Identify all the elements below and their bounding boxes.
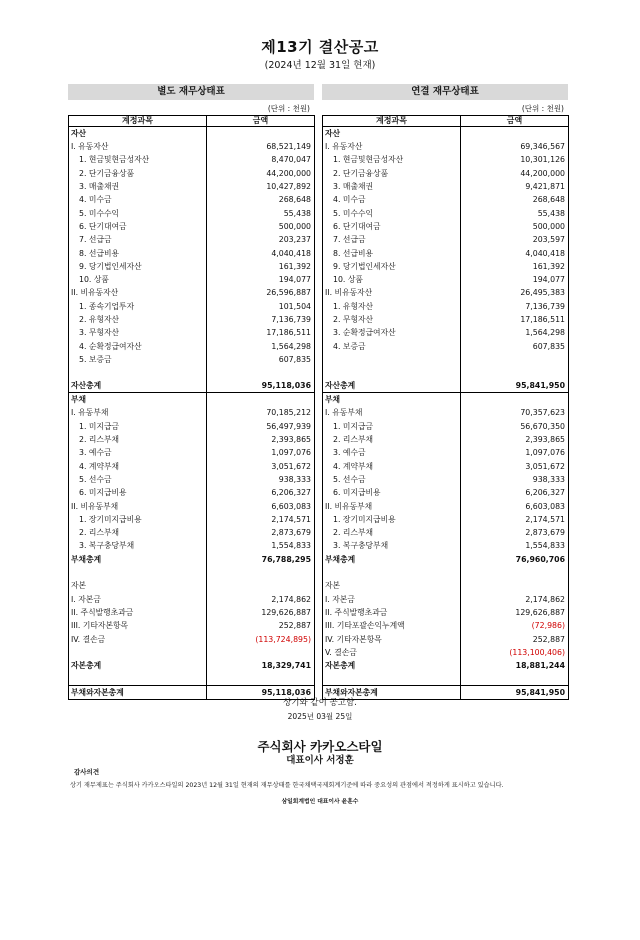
amount-value: 44,200,000 [207,167,315,180]
amount-value: 129,626,887 [207,606,315,619]
amount-value: 2,873,679 [461,526,569,539]
account-label: 5. 미수수익 [79,208,120,218]
amount-value: 252,887 [207,619,315,632]
amount-value: 68,521,149 [207,140,315,153]
account-label [69,566,207,579]
table-row [323,140,569,153]
amount-value [207,579,315,592]
account-label: 1. 현금및현금성자산 [333,155,404,165]
table-row [69,300,315,313]
account-label [323,366,461,379]
table-row [323,539,569,552]
consolidated-balance-sheet [322,84,568,700]
audit-opinion-label: 감사의견 [74,768,100,776]
account-label: 부채총계 [71,554,102,564]
amount-value: 500,000 [461,220,569,233]
amount-value: 55,438 [207,206,315,219]
table-row [69,140,315,153]
amount-value: 26,596,887 [207,286,315,299]
amount-value: 6,603,083 [207,499,315,512]
account-label: 2. 리스부채 [79,435,120,445]
table-row [323,433,569,446]
account-label: 자본 [325,581,341,591]
account-label: 6. 단기대여금 [79,221,127,231]
table-row [323,353,569,366]
account-label: 3. 순확정급여자산 [333,328,396,338]
amount-value: 56,670,350 [461,420,569,433]
account-label: 10. 상품 [333,275,363,285]
column-header-amount: 금액 [207,116,315,127]
amount-value: 194,077 [207,273,315,286]
account-label: IV. 기타자본항목 [325,634,382,644]
amount-value: 2,174,571 [207,513,315,526]
table-row [69,460,315,473]
column-header-item: 계정과목 [323,116,461,127]
account-label: 자산 [71,129,87,138]
account-label: 7. 선급금 [333,235,366,245]
table-row [323,473,569,486]
amount-value: 10,427,892 [207,180,315,193]
amount-value: 17,186,511 [461,313,569,326]
account-label: 자산총계 [71,381,102,391]
table-row [323,167,569,180]
amount-value: 8,470,047 [207,153,315,166]
account-label: 부채총계 [325,554,356,564]
table-row [323,446,569,459]
amount-value: 1,097,076 [207,446,315,459]
account-label: 자본 [71,581,87,591]
account-label: 자산 [325,129,341,138]
table-row [323,579,569,592]
table-row [323,526,569,539]
table-row [323,460,569,473]
account-label: II. 주식발행초과금 [325,607,388,617]
amount-value: 6,603,083 [461,499,569,512]
column-header-amount: 금액 [461,116,569,127]
account-label: III. 기타포괄손익누계액 [325,621,405,631]
table-row [323,646,569,659]
account-label: II. 비유동자산 [325,288,373,298]
table-row [323,379,569,393]
amount-value [207,366,315,379]
table-row [69,353,315,366]
table-row [323,632,569,645]
amount-value: 268,648 [461,193,569,206]
table-row [69,286,315,299]
page-title: 제13기 결산공고 [261,38,379,56]
account-label: 자산총계 [325,381,356,391]
account-label: 8. 선급비용 [333,248,374,258]
auditor-name: 삼일회계법인 대표이사 윤훈수 [281,799,359,805]
account-label: 4. 보증금 [333,341,366,351]
amount-value: 56,497,939 [207,420,315,433]
table-row [69,153,315,166]
amount-value: 1,564,298 [207,339,315,352]
account-label: I. 유동자산 [325,142,363,152]
account-label: 1. 현금및현금성자산 [79,155,150,165]
table-row [69,420,315,433]
table-row [323,553,569,566]
table-row [69,606,315,619]
account-label: 5. 선수금 [79,474,112,484]
table-row [323,406,569,419]
amount-value: 6,206,327 [461,486,569,499]
account-label: 3. 무형자산 [79,328,120,338]
amount-value [461,393,569,407]
account-label: 1. 장기미지급비용 [79,514,142,524]
amount-value: 9,421,871 [461,180,569,193]
amount-value: 268,648 [207,193,315,206]
account-label: V. 결손금 [325,647,357,657]
table-row [323,127,569,141]
table-row [69,406,315,419]
account-label: I. 유동자산 [71,142,109,152]
account-label: 2. 단기금융상품 [333,168,389,178]
amount-value: (113,724,895) [207,632,315,645]
account-label: 4. 계약부채 [79,461,120,471]
account-label: 10. 상품 [79,275,109,285]
account-label: II. 비유동부채 [325,501,373,511]
account-label: 2. 유형자산 [79,315,120,324]
table-row [69,672,315,685]
amount-value: 161,392 [461,260,569,273]
amount-value: 70,185,212 [207,406,315,419]
amount-value: 3,051,672 [207,460,315,473]
table-row [69,260,315,273]
account-label: 부채 [323,393,461,407]
table-row [69,513,315,526]
account-label: 3. 매출채권 [333,182,374,192]
amount-value: 938,333 [207,473,315,486]
amount-value: 76,960,706 [461,553,569,566]
amount-value [207,393,315,407]
amount-value: 252,887 [461,632,569,645]
account-label: 부채 [69,393,207,407]
amount-value: 161,392 [207,260,315,273]
amount-value: (72,986) [461,619,569,632]
account-label: 5. 보증금 [79,354,112,364]
table-row [323,300,569,313]
amount-value: 44,200,000 [461,167,569,180]
amount-value: 17,186,511 [207,326,315,339]
amount-value: (113,100,406) [461,646,569,659]
amount-value: 1,554,833 [207,539,315,552]
table-row [323,339,569,352]
amount-value: 95,841,950 [461,686,569,700]
table-row [323,672,569,685]
amount-value [461,366,569,379]
table-row [323,153,569,166]
table-row [323,246,569,259]
amount-value: 70,357,623 [461,406,569,419]
account-label: 3. 예수금 [79,448,112,458]
table-row [69,180,315,193]
amount-value [461,672,569,685]
account-label: 4. 계약부채 [333,461,374,471]
table-row [69,579,315,592]
table-row [323,393,569,407]
account-label [323,353,461,366]
account-label: 6. 미지급비용 [333,488,381,498]
balance-table [322,115,569,700]
table-row [69,379,315,393]
account-label [323,672,461,685]
table-row [69,339,315,352]
amount-value: 1,564,298 [461,326,569,339]
amount-value: 95,118,036 [207,379,315,393]
table-row [69,273,315,286]
account-label: I. 유동부채 [325,408,363,418]
account-label: I. 유동부채 [71,408,109,418]
account-label: 8. 선급비용 [79,248,120,258]
account-label: I. 자본금 [325,594,355,604]
table-row [69,206,315,219]
amount-value: 18,329,741 [207,659,315,672]
account-label: 4. 순확정급여자산 [79,341,142,351]
amount-value: 3,051,672 [461,460,569,473]
amount-value: 194,077 [461,273,569,286]
table-row [323,420,569,433]
table-row [69,313,315,326]
amount-value: 2,174,862 [207,593,315,606]
amount-value [207,672,315,685]
amount-value: 7,136,739 [207,313,315,326]
table-row [69,659,315,672]
amount-value: 95,841,950 [461,379,569,393]
table-row [323,273,569,286]
table-row [69,566,315,579]
table-row [323,220,569,233]
account-label: 6. 미지급비용 [79,488,127,498]
account-label: III. 기타자본항목 [71,621,129,631]
account-label: 7. 선급금 [79,235,112,245]
account-label: 6. 단기대여금 [333,221,381,231]
account-label: 4. 미수금 [79,195,112,205]
table-row [323,659,569,672]
table-row [69,632,315,645]
account-label: 3. 복구충당부채 [79,541,135,551]
account-label: 3. 예수금 [333,448,366,458]
table-row [69,619,315,632]
account-label: 2. 리스부채 [333,435,374,445]
account-label: II. 비유동부채 [71,501,119,511]
account-label: 자본총계 [71,661,102,671]
amount-value: 26,495,383 [461,286,569,299]
panel-heading: 별도 재무상태표 [68,84,314,100]
table-row [69,220,315,233]
account-label: 자본총계 [325,661,356,671]
table-row [69,646,315,659]
table-row [323,366,569,379]
account-label: 2. 단기금융상품 [79,168,135,178]
table-row [69,473,315,486]
amount-value: 1,554,833 [461,539,569,552]
amount-value: 6,206,327 [207,486,315,499]
table-row [323,593,569,606]
account-label [69,672,207,685]
amount-value: 101,504 [207,300,315,313]
account-label: 부채와자본총계 [69,686,207,700]
amount-value: 55,438 [461,206,569,219]
amount-value: 2,873,679 [207,526,315,539]
account-label [69,646,207,659]
account-label: 5. 선수금 [333,474,366,484]
table-row [323,313,569,326]
account-label [69,366,207,379]
column-header-item: 계정과목 [69,116,207,127]
closing-statement: 상기와 같이 공고함. [283,698,357,708]
table-row [69,167,315,180]
company-name: 주식회사 카카오스타일 [257,739,383,754]
amount-value: 2,174,571 [461,513,569,526]
amount-value: 203,597 [461,233,569,246]
page-subtitle: (2024년 12월 31일 현재) [264,60,376,71]
account-label: 부채와자본총계 [323,686,461,700]
amount-value: 129,626,887 [461,606,569,619]
table-row [323,193,569,206]
table-row [69,553,315,566]
announcement-date: 2025년 03월 25일 [287,712,353,721]
table-body [69,127,315,700]
table-row [323,619,569,632]
amount-value: 2,174,862 [461,593,569,606]
amount-value: 607,835 [207,353,315,366]
amount-value [461,127,569,141]
unit-label: (단위 : 천원) [267,104,310,113]
account-label: 9. 당기법인세자산 [333,261,396,271]
table-row [323,180,569,193]
table-row [69,499,315,512]
account-label: 1. 유형자산 [333,301,374,311]
table-row [69,393,315,407]
table-row [69,193,315,206]
account-label [323,566,461,579]
table-row [69,233,315,246]
table-row [69,127,315,141]
table-row [323,499,569,512]
amount-value [207,566,315,579]
account-label: 3. 복구충당부채 [333,541,389,551]
unit-label: (단위 : 천원) [521,104,564,113]
table-row [323,286,569,299]
table-row [69,446,315,459]
table-row [323,233,569,246]
amount-value: 2,393,865 [207,433,315,446]
table-row [323,513,569,526]
account-label: II. 주식발행초과금 [71,607,134,617]
table-row [69,433,315,446]
account-label: 1. 미지급금 [79,421,120,431]
account-label: IV. 결손금 [71,634,106,644]
balance-table [68,115,315,700]
amount-value: 95,118,036 [207,686,315,700]
amount-value [207,127,315,141]
amount-value: 4,040,418 [207,246,315,259]
amount-value: 69,346,567 [461,140,569,153]
separate-balance-sheet [68,84,314,700]
account-label: 1. 장기미지급비용 [333,514,396,524]
table-row [323,486,569,499]
panel-heading: 연결 재무상태표 [322,84,568,100]
amount-value: 7,136,739 [461,300,569,313]
account-label: 1. 종속기업투자 [79,301,135,311]
amount-value: 607,835 [461,339,569,352]
amount-value: 500,000 [207,220,315,233]
account-label: 4. 미수금 [333,195,366,205]
account-label: 1. 미지급금 [333,421,374,431]
account-label: 3. 매출채권 [79,182,120,192]
account-label: 5. 미수수익 [333,208,374,218]
table-row [69,246,315,259]
table-body [323,127,569,700]
account-label: II. 비유동자산 [71,288,119,298]
table-row [69,539,315,552]
table-row [69,366,315,379]
table-row [323,260,569,273]
account-label: 2. 리스부채 [79,528,120,538]
amount-value: 76,788,295 [207,553,315,566]
table-row [323,206,569,219]
ceo-name: 대표이사 서정훈 [286,755,354,766]
amount-value: 10,301,126 [461,153,569,166]
account-label: I. 자본금 [71,594,101,604]
account-label: 2. 리스부채 [333,528,374,538]
table-row [69,526,315,539]
amount-value [461,353,569,366]
amount-value: 2,393,865 [461,433,569,446]
amount-value [207,646,315,659]
table-row [69,486,315,499]
account-label: 9. 당기법인세자산 [79,261,142,271]
amount-value: 4,040,418 [461,246,569,259]
amount-value: 18,881,244 [461,659,569,672]
audit-opinion-text: 상기 재무제표는 주식회사 카카오스타일의 2023년 12월 31일 현재의 재무상태를 한국채택국제회계기준에 따라 중요성의 관점에서 적정하게 표시하고 있습니다. [70,782,504,789]
amount-value [461,566,569,579]
amount-value: 1,097,076 [461,446,569,459]
table-row [323,326,569,339]
table-row [69,326,315,339]
table-row [323,566,569,579]
amount-value: 203,237 [207,233,315,246]
amount-value [461,579,569,592]
table-row [69,593,315,606]
table-row [323,606,569,619]
amount-value: 938,333 [461,473,569,486]
account-label: 2. 무형자산 [333,315,374,324]
